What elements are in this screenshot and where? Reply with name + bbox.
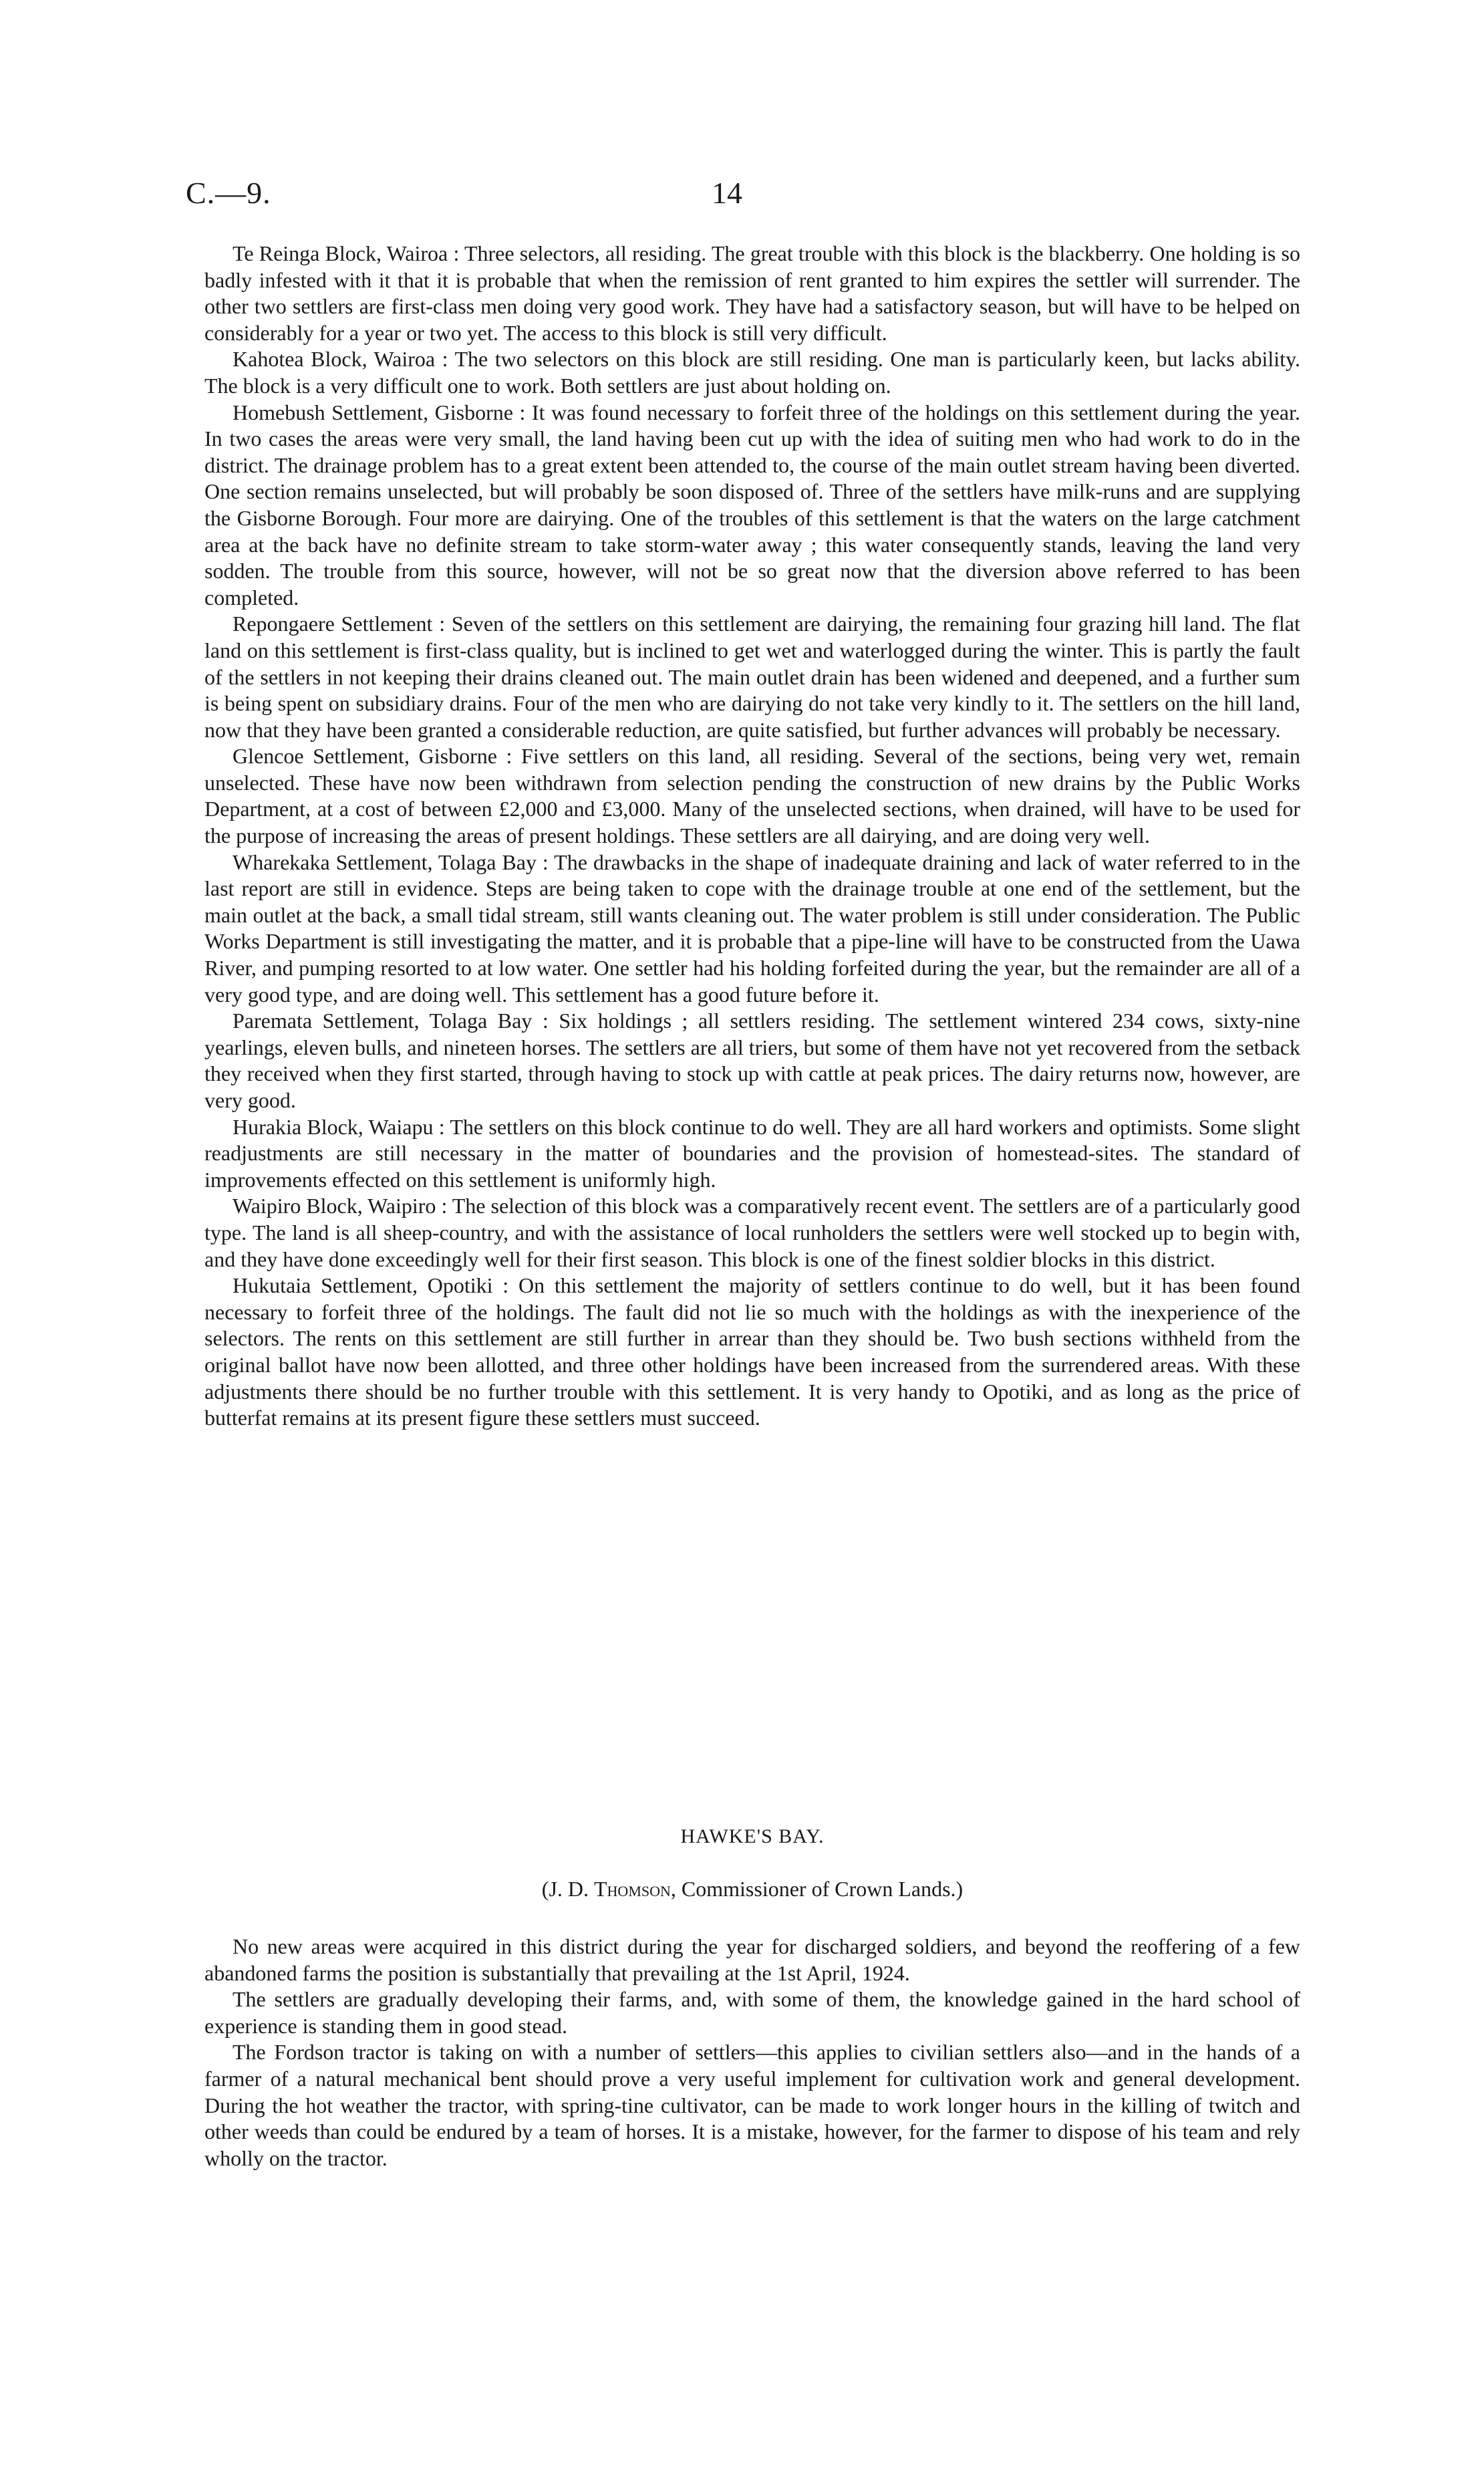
byline-name: Thomson (594, 1877, 671, 1901)
paragraph-hb-intro: No new areas were acquired in this district during the year for discharged soldiers, and beyond the reoffering of a few abandoned farms the position is substantially that prevailing at the 1st April, 1924. (204, 1934, 1300, 1985)
paragraph-glencoe: Glencoe Settlement, Gisborne : Five settlers on this land, all residing. Several of the sections, being very wet, remain unselected. These have now been withdrawn from selection pending the construction of new drains by the Public Works Department, at a cost of between £2,000 and £3,000. Many of the unselected sections, when drained, will have to be used for the purpose of increasing the areas of present holdings. These settlers are all dairying, and are doing very well. (204, 744, 1300, 848)
paragraph-paremata: Paremata Settlement, Tolaga Bay : Six holdings ; all settlers residing. The settlement wintered 234 cows, sixty-nine yearlings, eleven bulls, and nineteen horses. The settlers are all triers, but some of them have not yet recovered from the setback they received when they first started, through having to stock up with cattle at peak prices. The dairy returns now, however, are very good. (204, 1009, 1300, 1112)
byline-close: , Commissioner of Crown Lands.) (670, 1877, 963, 1901)
section-heading: HAWKE'S BAY. (680, 1825, 825, 1847)
paragraph-hurakia: Hurakia Block, Waiapu : The settlers on this block continue to do well. They are all hard workers and optimists. Some slight readjustments are still necessary in the matter of boundaries and the provision of homestead-sites. The standard of improvements effected on this settlement is uniformly high. (204, 1114, 1300, 1192)
paragraph-hb-tractor: The Fordson tractor is taking on with a number of settlers—this applies to civilian settlers also—and in the hands of a farmer of a natural mechanical bent should prove a very useful implement for cultivation work and general development. During the hot weather the tractor, with spring-tine cultivator, can be made to work longer hours in the killing of twitch and other weeds than could be endured by a team of horses. It is a mistake, however, for the farmer to dispose of his team and rely wholly on the tractor. (204, 2040, 1300, 2170)
paragraph-te-reinga: Te Reinga Block, Wairoa : Three selectors, all residing. The great trouble with this block is the blackberry. One holding is so badly infested with it that it is probable that when the remission of rent granted to him expires the settler will surrender. The other two settlers are first-class men doing very good work. They have had a satisfactory season, but will have to be helped on considerably for a year or two yet. The access to this block is still very difficult. (204, 241, 1300, 345)
section-body-text (204, 1934, 1300, 2172)
paragraph-kahotea: Kahotea Block, Wairoa : The two selectors on this block are still residing. One man is particularly keen, but lacks ability. The block is a very difficult one to work. Both settlers are just about holding on. (204, 347, 1300, 398)
byline-open: (J. D. (541, 1877, 594, 1901)
paragraph-homebush: Homebush Settlement, Gisborne : It was found necessary to forfeit three of the holdings on this settlement during the year. In two cases the areas were very small, the land having been cut up with the idea of suiting men who had work to do in the district. The drainage problem has to a great extent been attended to, the course of the main outlet stream having been diverted. One section remains unselected, but will probably be soon disposed of. Three of the settlers have milk-runs and are supplying the Gisborne Borough. Four more are dairying. One of the troubles of this settlement is that the waters on the large catchment area at the back have no definite stream to take storm-water away ; this water consequently stands, leaving the land very sodden. The trouble from this source, however, will not be so great now that the diversion above referred to has been completed. (204, 400, 1300, 610)
paragraph-hb-settlers: The settlers are gradually developing their farms, and, with some of them, the knowledge gained in the hard school of experience is standing them in good stead. (204, 1987, 1300, 2038)
document-reference: C.—9. (186, 176, 271, 210)
body-text (204, 241, 1300, 1432)
section-byline (204, 1877, 1300, 1902)
paragraph-wharekaka: Wharekaka Settlement, Tolaga Bay : The drawbacks in the shape of inadequate draining and lack of water referred to in the last report are still in evidence. Steps are being taken to cope with the drainage trouble at one end of the settlement, but the main outlet at the back, a small tidal stream, still wants cleaning out. The water problem is still under consideration. The Public Works Department is still investigating the matter, and it is probable that a pipe-line will have to be constructed from the Uawa River, and pumping resorted to at low water. One settler had his holding forfeited during the year, but the remainder are all of a very good type, and are doing well. This settlement has a good future before it. (204, 849, 1300, 1007)
paragraph-waipiro: Waipiro Block, Waipiro : The selection of this block was a comparatively recent event. The settlers are of a particularly good type. The land is all sheep-country, and with the assistance of local runholders the settlers were well stocked up to begin with, and they have done exceedingly well for their first season. This block is one of the finest soldier blocks in this district. (204, 1194, 1300, 1271)
paragraph-hukutaia: Hukutaia Settlement, Opotiki : On this settlement the majority of settlers continue to do well, but it has been found necessary to forfeit three of the holdings. The fault did not lie so much with the holdings as with the inexperience of the selectors. The rents on this settlement are still further in arrear than they should be. Two bush sections withheld from the original ballot have now been allotted, and three other holdings have been increased from the surrendered areas. With these adjustments there should be no further trouble with this settlement. It is very handy to Opotiki, and as long as the price of butterfat remains at its present figure these settlers must succeed. (204, 1273, 1300, 1430)
page-number: 14 (712, 176, 742, 210)
paragraph-repongaere: Repongaere Settlement : Seven of the settlers on this settlement are dairying, the remaining four grazing hill land. The flat land on this settlement is first-class quality, but is inclined to get wet and waterlogged during the winter. This is partly the fault of the settlers in not keeping their drains cleaned out. The main outlet drain has been widened and deepened, and a further sum is being spent on subsidiary drains. Four of the men who are dairying do not take very kindly to it. The settlers on the hill land, now that they have been granted a considerable reduction, are quite satisfied, but further advances will probably be necessary. (204, 612, 1300, 742)
